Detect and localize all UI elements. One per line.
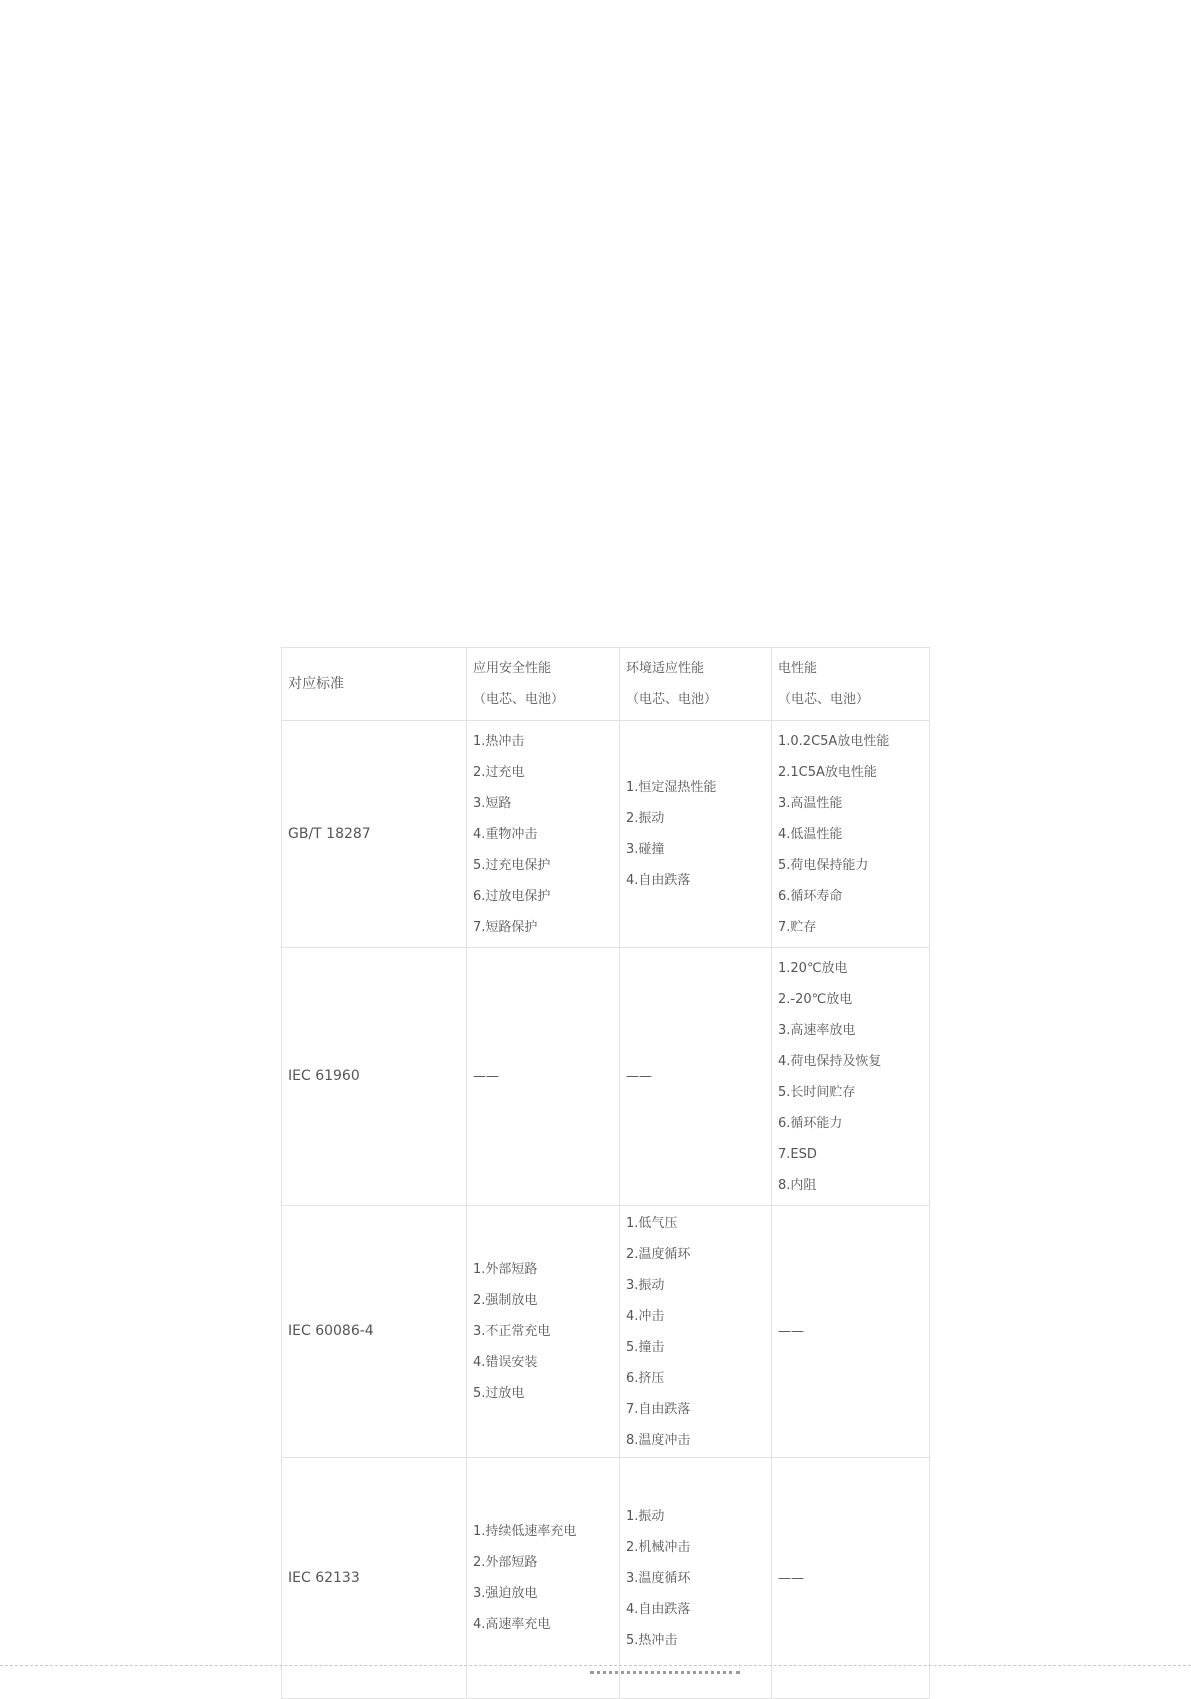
- list-item: ——: [778, 1570, 804, 1586]
- safety-cell: [467, 721, 620, 948]
- standard-cell: [282, 721, 467, 948]
- electrical-cell: [772, 721, 930, 948]
- list-item: 3.高速率放电: [778, 1022, 856, 1038]
- table-row: [282, 948, 930, 1206]
- header-environment-title: 环境适应性能: [626, 661, 705, 676]
- environment-cell: [620, 948, 772, 1206]
- table-row: [282, 721, 930, 948]
- list-item: 4.荷电保持及恢复: [778, 1053, 882, 1069]
- header-standard: [282, 648, 467, 721]
- table-row: [282, 1206, 930, 1458]
- standard-cell: [282, 948, 467, 1206]
- standard-name: IEC 60086-4: [288, 1323, 374, 1339]
- list-item: 1.0.2C5A放电性能: [778, 733, 890, 749]
- header-standard-label: 对应标准: [288, 675, 344, 692]
- list-item: 4.冲击: [626, 1308, 665, 1324]
- standard-name: GB/T 18287: [288, 825, 371, 842]
- environment-cell: [620, 721, 772, 948]
- standard-cell: [282, 1458, 467, 1699]
- list-item: 4.低温性能: [778, 826, 843, 842]
- list-item: 4.自由跌落: [626, 873, 691, 888]
- electrical-cell: [772, 1206, 930, 1458]
- list-item: ——: [473, 1069, 499, 1084]
- list-item: 5.撞击: [626, 1339, 665, 1355]
- list-item: 3.高温性能: [778, 795, 843, 811]
- list-item: 6.过放电保护: [473, 888, 551, 904]
- list-item: 4.自由跌落: [626, 1601, 691, 1617]
- safety-cell: [467, 948, 620, 1206]
- list-item: 6.挤压: [626, 1370, 665, 1386]
- list-item: 2.1C5A放电性能: [778, 764, 877, 780]
- list-item: 1.低气压: [626, 1215, 678, 1231]
- list-item: 7.贮存: [778, 919, 817, 935]
- header-safety-title: 应用安全性能: [473, 661, 552, 676]
- electrical-cell: [772, 948, 930, 1206]
- header-electrical-title: 电性能: [778, 661, 818, 676]
- list-item: 5.过放电: [473, 1386, 525, 1401]
- list-item: 1.20℃放电: [778, 960, 848, 976]
- list-item: 3.短路: [473, 795, 512, 811]
- page-bottom-rule: [0, 1665, 1191, 1668]
- header-environment: [620, 648, 772, 721]
- list-item: 7.ESD: [778, 1146, 817, 1162]
- list-item: 3.碰撞: [626, 842, 665, 857]
- list-item: 3.不正常充电: [473, 1324, 551, 1339]
- standard-name: IEC 61960: [288, 1068, 360, 1084]
- header-safety-sub: （电芯、电池）: [473, 692, 565, 707]
- safety-cell: [467, 1206, 620, 1458]
- list-item: 2.温度循环: [626, 1246, 691, 1262]
- header-environment-sub: （电芯、电池）: [626, 692, 718, 707]
- list-item: 2.振动: [626, 811, 665, 826]
- list-item: 5.热冲击: [626, 1632, 678, 1648]
- list-item: 2.过充电: [473, 764, 525, 780]
- list-item: 1.恒定湿热性能: [626, 780, 717, 795]
- list-item: 1.振动: [626, 1508, 665, 1524]
- list-item: 6.循环能力: [778, 1115, 843, 1131]
- page-footer-marks: [590, 1671, 740, 1680]
- standard-name: IEC 62133: [288, 1569, 360, 1586]
- list-item: 2.强制放电: [473, 1293, 538, 1308]
- list-item: 4.高速率充电: [473, 1617, 551, 1632]
- list-item: 5.长时间贮存: [778, 1084, 856, 1100]
- list-item: ——: [626, 1069, 652, 1084]
- electrical-cell: [772, 1458, 930, 1699]
- list-item: 5.荷电保持能力: [778, 857, 869, 873]
- environment-cell: [620, 1458, 772, 1699]
- list-item: 6.循环寿命: [778, 888, 843, 904]
- header-electrical-sub: （电芯、电池）: [778, 692, 870, 707]
- list-item: 2.-20℃放电: [778, 991, 853, 1007]
- list-item: 3.强迫放电: [473, 1586, 538, 1601]
- list-item: 4.重物冲击: [473, 826, 538, 842]
- list-item: 1.热冲击: [473, 733, 525, 749]
- list-item: 3.振动: [626, 1277, 665, 1293]
- list-item: ——: [778, 1324, 804, 1339]
- safety-cell: [467, 1458, 620, 1699]
- list-item: 4.错误安装: [473, 1355, 538, 1370]
- list-item: 2.外部短路: [473, 1555, 538, 1570]
- standard-cell: [282, 1206, 467, 1458]
- list-item: 1.外部短路: [473, 1262, 538, 1277]
- table-header-row: [282, 648, 930, 721]
- header-safety: [467, 648, 620, 721]
- list-item: 1.持续低速率充电: [473, 1524, 577, 1539]
- list-item: 7.自由跌落: [626, 1401, 691, 1417]
- list-item: 2.机械冲击: [626, 1539, 691, 1555]
- environment-cell: [620, 1206, 772, 1458]
- table-row: [282, 1458, 930, 1699]
- list-item: 8.内阻: [778, 1177, 817, 1193]
- list-item: 3.温度循环: [626, 1570, 691, 1586]
- list-item: 5.过充电保护: [473, 857, 551, 873]
- standards-table: [281, 647, 930, 1699]
- header-electrical: [772, 648, 930, 721]
- list-item: 7.短路保护: [473, 919, 538, 935]
- list-item: 8.温度冲击: [626, 1432, 691, 1448]
